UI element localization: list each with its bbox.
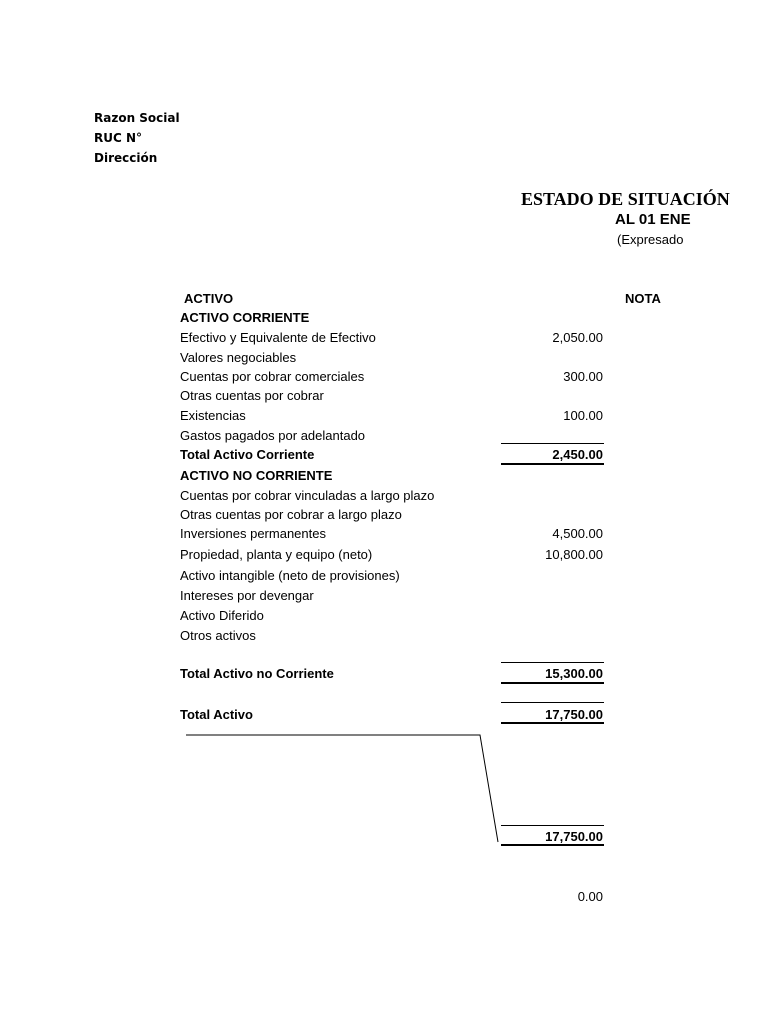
total-activo-corriente-label: Total Activo Corriente [180, 447, 315, 462]
statement-title: ESTADO DE SITUACIÓN [521, 189, 730, 209]
row-label: Inversiones permanentes [180, 526, 326, 541]
row-value: 2,050.00 [552, 330, 603, 345]
subtotal-rule [501, 825, 604, 826]
row-label: Cuentas por cobrar comerciales [180, 369, 365, 384]
total-activo-corriente-value: 2,450.00 [552, 447, 603, 462]
section-activo-corriente: ACTIVO CORRIENTE [180, 310, 310, 325]
row-label: Otros activos [180, 628, 256, 643]
row-label: Gastos pagados por adelantado [180, 428, 366, 443]
statement-date: AL 01 ENE [615, 211, 691, 228]
row-label: Activo Diferido [180, 608, 264, 623]
nota-header: NOTA [625, 291, 661, 306]
row-label: Activo intangible (neto de provisiones) [180, 568, 400, 583]
section-activo-no-corriente: ACTIVO NO CORRIENTE [180, 468, 333, 483]
row-label: Cuentas por cobrar vinculadas a largo plazo [180, 488, 435, 503]
total-activo-label: Total Activo [180, 707, 253, 722]
total-activo-no-corriente-label: Total Activo no Corriente [180, 666, 334, 681]
total-rule [501, 844, 604, 846]
row-label: Otras cuentas por cobrar [180, 388, 324, 403]
row-value: 100.00 [563, 408, 603, 423]
row-label: Intereses por devengar [180, 588, 314, 603]
currency-note: (Expresado [617, 232, 684, 247]
ruc-label: RUC N° [94, 131, 143, 145]
total-activo-no-corriente-value: 15,300.00 [545, 666, 603, 681]
activo-header: ACTIVO [184, 291, 234, 306]
row-label: Existencias [180, 408, 246, 423]
row-label: Valores negociables [180, 350, 297, 365]
row-value: 10,800.00 [545, 547, 603, 562]
carried-total-value: 17,750.00 [545, 829, 603, 844]
total-activo-value: 17,750.00 [545, 707, 603, 722]
row-label: Otras cuentas por cobrar a largo plazo [180, 507, 402, 522]
row-value: 4,500.00 [552, 526, 603, 541]
address-label: Dirección [94, 151, 158, 165]
company-name-label: Razon Social [94, 111, 180, 125]
difference-value: 0.00 [577, 889, 603, 904]
row-value: 300.00 [563, 369, 603, 384]
row-label: Propiedad, planta y equipo (neto) [180, 547, 373, 562]
row-label: Efectivo y Equivalente de Efectivo [180, 330, 376, 345]
